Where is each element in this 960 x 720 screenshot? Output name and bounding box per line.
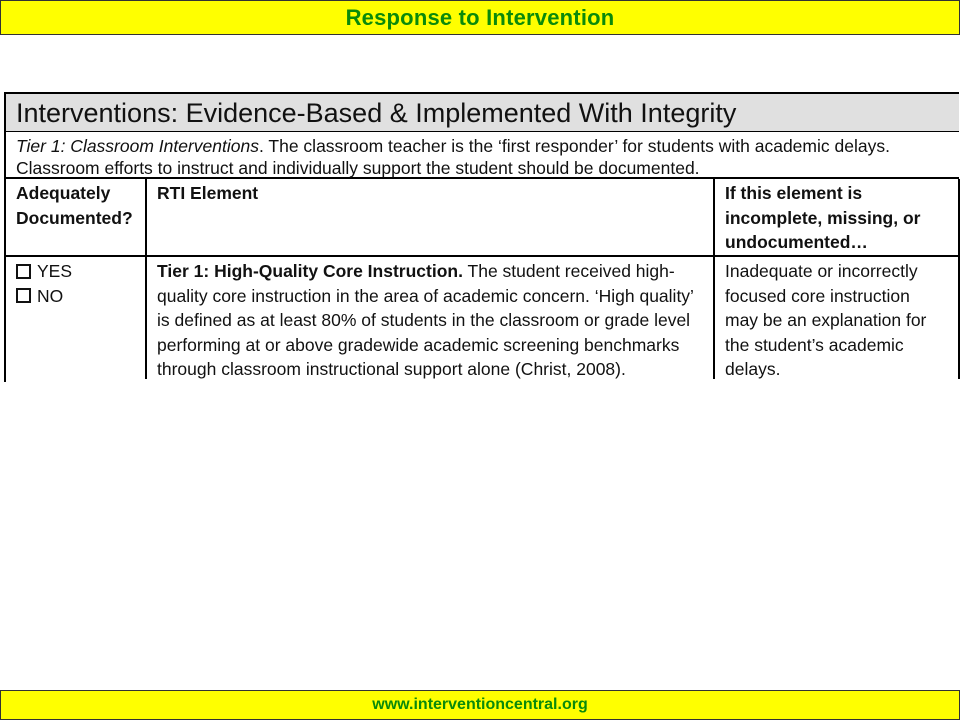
- yes-option[interactable]: [16, 259, 137, 284]
- rti-element-cell: [146, 256, 714, 379]
- checkbox-icon[interactable]: [16, 288, 31, 303]
- element-line: through classroom instructional support alone (Christ, 2008).: [157, 359, 626, 379]
- intro-line-2: Classroom efforts to instruct and individually support the student should be documented.: [16, 158, 700, 178]
- consequence-cell: [714, 256, 959, 379]
- header-banner: [0, 0, 960, 35]
- header-documented-line: Documented?: [16, 207, 133, 228]
- footer-banner: [0, 690, 960, 720]
- element-line: [157, 259, 705, 284]
- documented-cell: [6, 256, 146, 379]
- element-line: is defined as at least 80% of students in the classroom or grade level: [157, 310, 691, 330]
- header-if-missing-line: undocumented…: [725, 232, 868, 252]
- tier-intro: [6, 132, 959, 179]
- yes-label: YES: [37, 261, 73, 281]
- header-if-missing-line: If this element is: [725, 183, 863, 203]
- header-documented: [6, 179, 146, 256]
- tier-label: Tier 1: Classroom Interventions: [16, 136, 259, 156]
- no-option[interactable]: [16, 284, 137, 309]
- element-title: Tier 1: High-Quality Core Instruction.: [157, 261, 463, 281]
- intro-line-1-rest: . The classroom teacher is the ‘first responder’ for students with academic delays.: [259, 136, 890, 156]
- document-excerpt: [4, 92, 959, 382]
- consequence-line: may be an explanation for: [725, 310, 927, 330]
- rti-table: [6, 179, 960, 379]
- header-documented-line: Adequately: [16, 183, 111, 203]
- element-line: performing at or above gradewide academic screening benchmarks: [157, 334, 680, 355]
- header-if-missing-line: incomplete, missing, or: [725, 207, 921, 228]
- intro-line-1: [16, 135, 951, 157]
- header-if-missing: [714, 179, 959, 256]
- document-title: Interventions: Evidence-Based & Implemented With Integrity: [6, 94, 959, 132]
- no-label: NO: [37, 285, 64, 306]
- table-header-row: [6, 179, 959, 256]
- checkbox-icon[interactable]: [16, 264, 31, 279]
- element-text: The student received high-: [467, 261, 675, 281]
- header-rti-element: [146, 179, 714, 256]
- header-rti-element-label: RTI Element: [157, 183, 259, 203]
- header-title: Response to Intervention: [345, 5, 615, 30]
- footer-url[interactable]: www.interventioncentral.org: [372, 696, 588, 713]
- table-row: [6, 256, 959, 379]
- consequence-line: focused core instruction: [725, 285, 910, 306]
- element-line: quality core instruction in the area of academic concern. ‘High quality’: [157, 285, 694, 306]
- consequence-line: the student’s academic: [725, 334, 904, 355]
- consequence-line: Inadequate or incorrectly: [725, 261, 918, 281]
- consequence-line: delays.: [725, 359, 781, 379]
